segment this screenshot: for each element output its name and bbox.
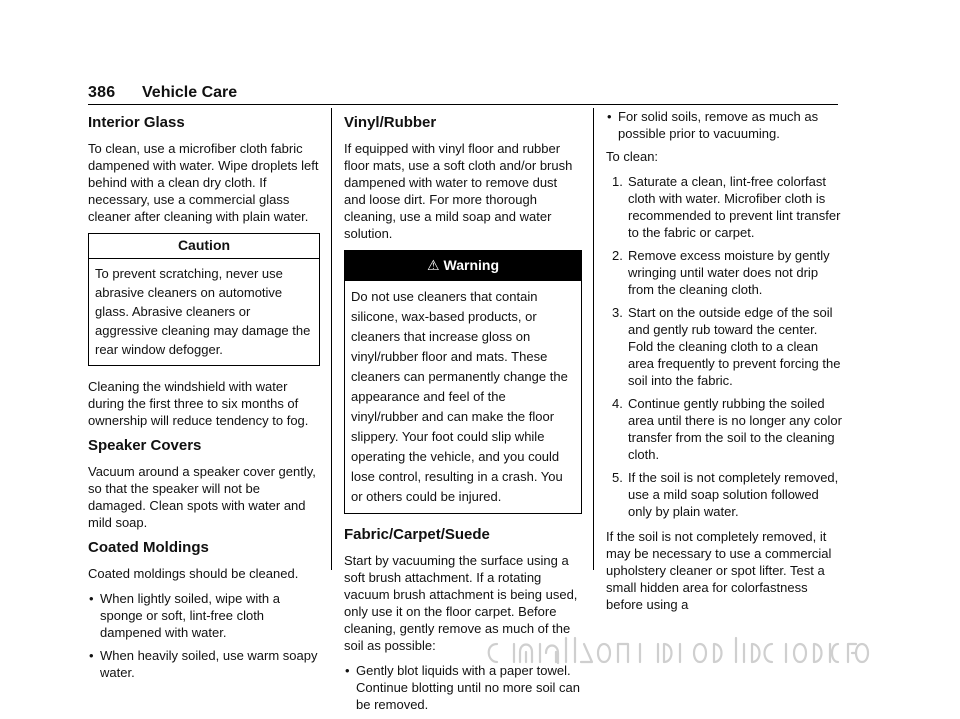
warning-triangle-icon: ⚠ [426,257,440,273]
column-divider [331,108,332,570]
cleaning-steps [606,173,842,520]
step-item: 1. Saturate a clean, lint-free colorfast cloth with water. Microfiber cloth is recommended to prevent lint transfer to the fabric or carpet. [612,174,841,240]
caution-text: To prevent scratching, never use abrasive cleaners on automotive glass. Abrasive cleaners or aggressive cleaning may damage the rear window defogger. [95,266,311,357]
column-1 [88,108,320,687]
step-item: 5. If the soil is not completely removed, use a mild soap solution followed only by plain water. [612,470,839,519]
heading-vinyl-rubber: Vinyl/Rubber [344,114,437,131]
list-item: • When heavily soiled, use warm soapy water. [89,648,318,680]
coated-moldings-list [88,590,320,681]
paragraph-coated-moldings: Coated moldings should be cleaned. [88,566,299,581]
bullet-icon: • [89,591,94,606]
warning-text: Do not use cleaners that contain silicone, wax-based products, or cleaners that increase gloss on vinyl/rubber floor and mats. These cleaners can permanently change the appearance and feel of the vinyl/rubber and can make the floor slippery. Your foot could slip while operating the vehicle, and you could lose control, resulting in a crash. You or others could be injured. [351,289,568,504]
header-rule [88,104,838,105]
page-number: 386 [88,84,116,101]
paragraph-fabric: Start by vacuuming the surface using a soft brush attachment. If a rotating vacuum brush attachment is being used, only use it on the floor carpet. Before cleaning, gently remove as much of the soil as possible: [344,553,578,653]
list-item: • Gently blot liquids with a paper towel. Continue blotting until no more soil can be removed. [345,663,581,712]
list-item: • For solid soils, remove as much as possible prior to vacuuming. [607,109,819,141]
column-3 [606,108,842,621]
paragraph-vinyl-rubber: If equipped with vinyl floor and rubber floor mats, use a soft cloth and/or brush dampened with water to remove dust and loose dirt. For more thorough cleaning, use a mild soap and water solution. [344,141,573,241]
paragraph-speaker-covers: Vacuum around a speaker cover gently, so that the speaker will not be damaged. Clean spots with water and mild soap. [88,464,316,530]
paragraph-closing: If the soil is not completely removed, it may be necessary to use a commercial upholstery cleaner or spot lifter. Test a small hidden area for colorfastness before using a [606,529,832,612]
paragraph-to-clean: To clean: [606,149,659,164]
solid-soils-list [606,108,842,142]
heading-interior-glass: Interior Glass [88,114,185,131]
fabric-list [344,662,582,713]
bullet-icon: • [345,663,350,678]
caution-title: Caution [89,234,319,259]
page-header [88,84,838,106]
column-2 [344,108,582,719]
paragraph-interior-glass: To clean, use a microfiber cloth fabric dampened with water. Wipe droplets left behind with a clean dry cloth. If necessary, use a commercial glass cleaner after cleaning with plain water. [88,141,319,224]
heading-speaker-covers: Speaker Covers [88,437,202,454]
list-item: • When lightly soiled, wipe with a sponge or soft, lint-free cloth dampened with water. [89,591,280,640]
caution-box [88,233,320,366]
warning-header [345,251,581,281]
bullet-icon: • [89,648,94,663]
bullet-icon: • [607,109,612,124]
step-item: 3. Start on the outside edge of the soil and gently rub toward the center. Fold the cleaning cloth to a clean area frequently to prevent forcing the soil into the fabric. [612,305,841,388]
column-divider [593,108,594,570]
step-item: 2. Remove excess moisture by gently wringing until water does not drip from the cleaning cloth. [612,248,830,297]
step-item: 4. Continue gently rubbing the soiled area until there is no longer any color transfer from the soil to the cleaning cloth. [612,396,842,462]
heading-fabric-carpet-suede: Fabric/Carpet/Suede [344,526,490,543]
paragraph-windshield: Cleaning the windshield with water during the first three to six months of ownership will reduce tendency to fog. [88,379,309,428]
section-title: Vehicle Care [142,84,238,101]
heading-coated-moldings: Coated Moldings [88,539,209,556]
warning-box [344,250,582,514]
warning-title: Warning [443,257,500,273]
